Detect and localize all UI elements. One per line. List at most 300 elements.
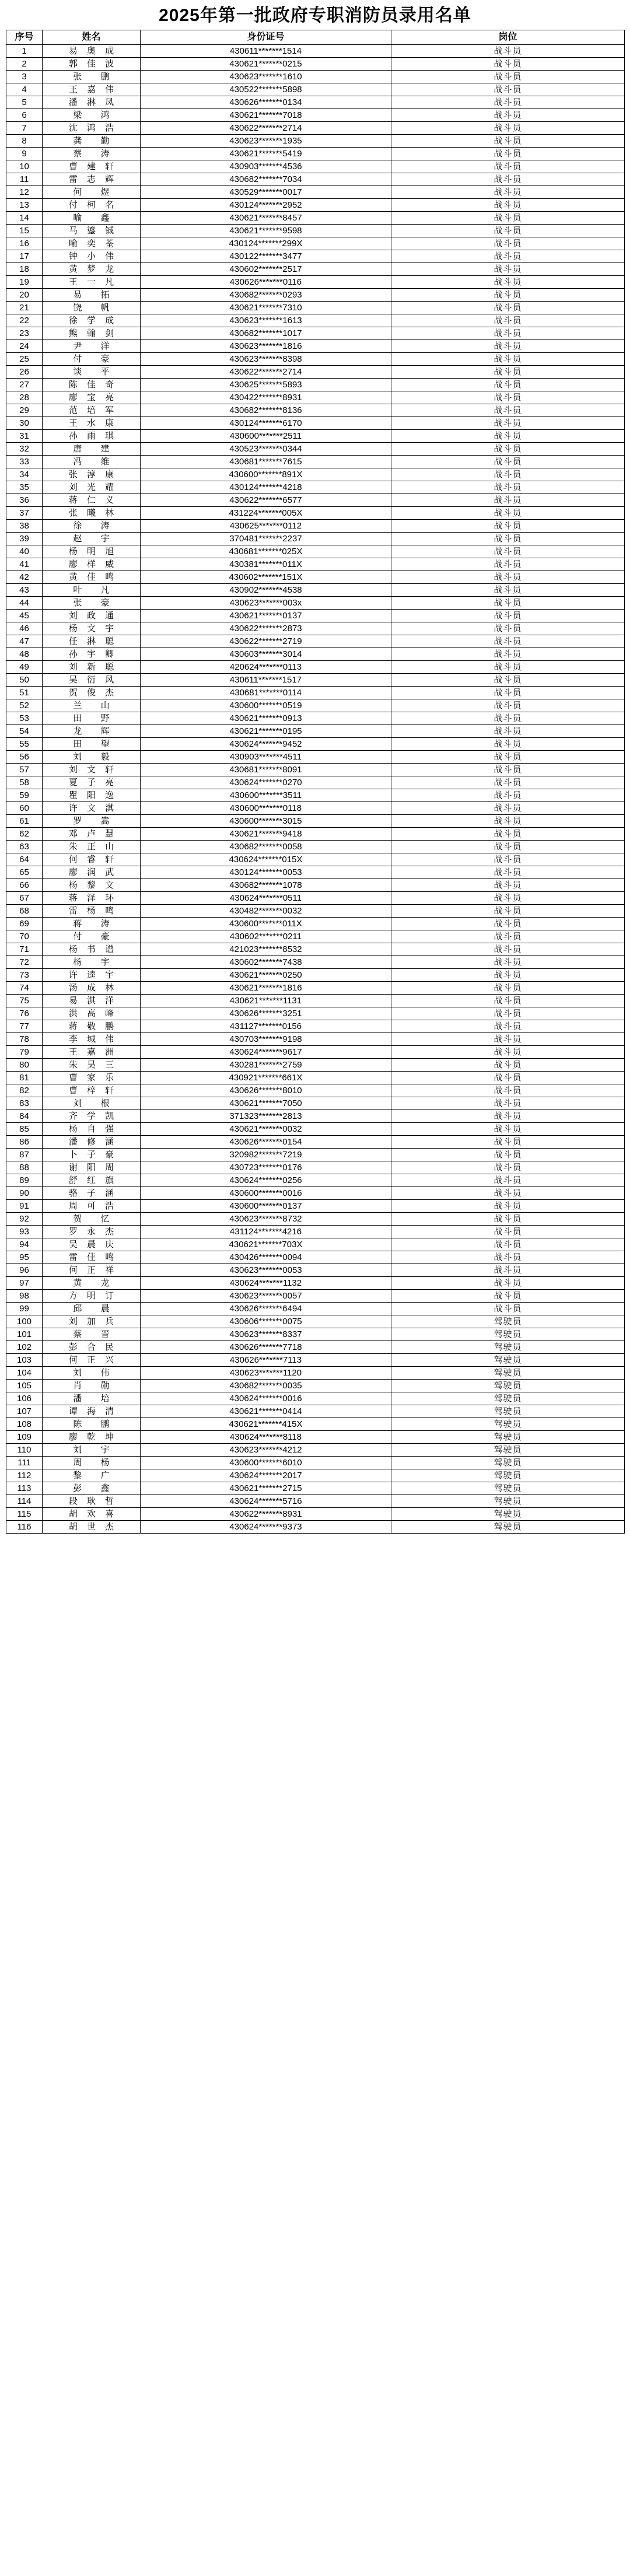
cell-name: 尹 洋: [43, 340, 141, 353]
cell-post: 战斗员: [391, 122, 625, 135]
table-row: [6, 314, 625, 327]
cell-id-number: 430622*******2719: [141, 635, 391, 648]
cell-post: 战斗员: [391, 1046, 625, 1059]
cell-seq: 16: [6, 237, 43, 250]
cell-seq: 5: [6, 96, 43, 109]
cell-post: 战斗员: [391, 1110, 625, 1123]
cell-id-number: 430600*******6010: [141, 1457, 391, 1469]
table-row: [6, 828, 625, 841]
cell-post: 战斗员: [391, 635, 625, 648]
cell-name: 刘 伟: [43, 1367, 141, 1380]
cell-seq: 56: [6, 751, 43, 764]
table-row: [6, 237, 625, 250]
cell-id-number: 430621*******1131: [141, 995, 391, 1007]
cell-post: 战斗员: [391, 391, 625, 404]
cell-post: 战斗员: [391, 558, 625, 571]
cell-post: 战斗员: [391, 610, 625, 622]
table-row: [6, 1264, 625, 1277]
cell-post: 战斗员: [391, 1303, 625, 1315]
cell-seq: 110: [6, 1444, 43, 1457]
cell-post: 战斗员: [391, 545, 625, 558]
cell-name: 雷 志 辉: [43, 173, 141, 186]
cell-id-number: 421023*******8532: [141, 943, 391, 956]
cell-id-number: 430626*******0116: [141, 276, 391, 289]
cell-id-number: 430624*******0256: [141, 1174, 391, 1187]
table-row: [6, 456, 625, 468]
cell-name: 黄 龙: [43, 1277, 141, 1290]
cell-post: 战斗员: [391, 841, 625, 853]
cell-name: 吴 衍 风: [43, 674, 141, 687]
cell-post: 驾驶员: [391, 1328, 625, 1341]
table-row: [6, 276, 625, 289]
cell-post: 战斗员: [391, 879, 625, 892]
cell-name: 谭 海 清: [43, 1405, 141, 1418]
cell-post: 驾驶员: [391, 1405, 625, 1418]
cell-name: 骆 子 涵: [43, 1187, 141, 1200]
cell-id-number: 430122*******3477: [141, 250, 391, 263]
table-row: [6, 1110, 625, 1123]
cell-post: 战斗员: [391, 302, 625, 314]
cell-id-number: 430681*******0114: [141, 687, 391, 699]
cell-seq: 45: [6, 610, 43, 622]
cell-post: 驾驶员: [391, 1367, 625, 1380]
table-row: [6, 841, 625, 853]
cell-name: 朱 正 山: [43, 841, 141, 853]
cell-name: 方 明 订: [43, 1290, 141, 1303]
table-row: [6, 71, 625, 83]
cell-id-number: 320982*******7219: [141, 1149, 391, 1161]
table-row: [6, 1392, 625, 1405]
cell-id-number: 430523*******0344: [141, 443, 391, 456]
cell-name: 杨 宇: [43, 956, 141, 969]
table-row: [6, 45, 625, 58]
table-row: [6, 83, 625, 96]
cell-id-number: 430621*******9418: [141, 828, 391, 841]
cell-id-number: 430621*******0195: [141, 725, 391, 738]
table-row: [6, 1367, 625, 1380]
cell-seq: 17: [6, 250, 43, 263]
cell-name: 刘 文 轩: [43, 764, 141, 776]
table-row: [6, 1033, 625, 1046]
table-row: [6, 1328, 625, 1341]
cell-post: 战斗员: [391, 263, 625, 276]
cell-post: 战斗员: [391, 1007, 625, 1020]
table-row: [6, 443, 625, 456]
cell-post: 战斗员: [391, 366, 625, 379]
cell-post: 战斗员: [391, 982, 625, 995]
table-row: [6, 892, 625, 905]
cell-seq: 68: [6, 905, 43, 918]
cell-name: 田 望: [43, 738, 141, 751]
cell-id-number: 430621*******0215: [141, 58, 391, 71]
cell-seq: 28: [6, 391, 43, 404]
cell-id-number: 430626*******8010: [141, 1084, 391, 1097]
cell-seq: 73: [6, 969, 43, 982]
table-row: [6, 148, 625, 160]
cell-name: 陈 鹏: [43, 1418, 141, 1431]
cell-post: 战斗员: [391, 687, 625, 699]
cell-name: 段 耿 哲: [43, 1495, 141, 1508]
cell-seq: 23: [6, 327, 43, 340]
cell-seq: 36: [6, 494, 43, 507]
cell-post: 战斗员: [391, 1161, 625, 1174]
table-row: [6, 1251, 625, 1264]
cell-id-number: 430600*******0519: [141, 699, 391, 712]
cell-seq: 9: [6, 148, 43, 160]
cell-id-number: 430624*******0270: [141, 776, 391, 789]
table-row: [6, 866, 625, 879]
cell-name: 杨 明 旭: [43, 545, 141, 558]
table-row: [6, 879, 625, 892]
cell-name: 邱 晨: [43, 1303, 141, 1315]
table-row: [6, 263, 625, 276]
table-row: [6, 327, 625, 340]
cell-post: 战斗员: [391, 1187, 625, 1200]
cell-name: 易 奥 成: [43, 45, 141, 58]
cell-seq: 63: [6, 841, 43, 853]
cell-name: 周 可 浩: [43, 1200, 141, 1213]
cell-post: 战斗员: [391, 866, 625, 879]
cell-seq: 53: [6, 712, 43, 725]
cell-post: 战斗员: [391, 1238, 625, 1251]
cell-id-number: 430623*******1120: [141, 1367, 391, 1380]
cell-name: 肖 勋: [43, 1380, 141, 1392]
cell-post: 驾驶员: [391, 1354, 625, 1367]
table-row: [6, 186, 625, 199]
cell-post: 战斗员: [391, 109, 625, 122]
table-row: [6, 1277, 625, 1290]
cell-post: 战斗员: [391, 327, 625, 340]
roster-table: [6, 30, 625, 1534]
cell-post: 战斗员: [391, 1136, 625, 1149]
cell-seq: 69: [6, 918, 43, 930]
cell-id-number: 430426*******0094: [141, 1251, 391, 1264]
cell-name: 黄 梦 龙: [43, 263, 141, 276]
cell-id-number: 430682*******8136: [141, 404, 391, 417]
cell-name: 贺 忆: [43, 1213, 141, 1226]
cell-id-number: 430623*******8732: [141, 1213, 391, 1226]
cell-seq: 26: [6, 366, 43, 379]
cell-id-number: 430624*******9452: [141, 738, 391, 751]
cell-id-number: 430681*******7615: [141, 456, 391, 468]
table-row: [6, 995, 625, 1007]
cell-name: 黄 佳 鸣: [43, 571, 141, 584]
cell-id-number: 430621*******7050: [141, 1097, 391, 1110]
cell-seq: 19: [6, 276, 43, 289]
cell-post: 战斗员: [391, 1226, 625, 1238]
cell-post: 战斗员: [391, 456, 625, 468]
cell-seq: 1: [6, 45, 43, 58]
cell-seq: 114: [6, 1495, 43, 1508]
cell-name: 胡 世 杰: [43, 1521, 141, 1534]
cell-seq: 39: [6, 533, 43, 545]
cell-post: 战斗员: [391, 1290, 625, 1303]
cell-name: 杨 自 强: [43, 1123, 141, 1136]
cell-seq: 57: [6, 764, 43, 776]
column-header-id: 身份证号: [141, 30, 391, 45]
table-row: [6, 764, 625, 776]
cell-post: 战斗员: [391, 199, 625, 212]
cell-name: 孙 宇 卿: [43, 648, 141, 661]
cell-name: 何 正 兴: [43, 1354, 141, 1367]
cell-id-number: 430626*******3251: [141, 1007, 391, 1020]
cell-post: 战斗员: [391, 135, 625, 148]
cell-name: 熊 翰 剑: [43, 327, 141, 340]
cell-post: 战斗员: [391, 956, 625, 969]
cell-name: 龚 勤: [43, 135, 141, 148]
cell-seq: 47: [6, 635, 43, 648]
cell-post: 战斗员: [391, 71, 625, 83]
cell-name: 何 正 祥: [43, 1264, 141, 1277]
cell-id-number: 430600*******3511: [141, 789, 391, 802]
table-row: [6, 302, 625, 314]
cell-id-number: 430624*******015X: [141, 853, 391, 866]
table-row: [6, 674, 625, 687]
cell-id-number: 430623*******8398: [141, 353, 391, 366]
cell-name: 洪 高 峰: [43, 1007, 141, 1020]
cell-seq: 84: [6, 1110, 43, 1123]
cell-post: 战斗员: [391, 225, 625, 237]
table-row: [6, 1380, 625, 1392]
table-row: [6, 1457, 625, 1469]
cell-post: 驾驶员: [391, 1444, 625, 1457]
cell-id-number: 430622*******2714: [141, 366, 391, 379]
cell-id-number: 430625*******5893: [141, 379, 391, 391]
cell-post: 战斗员: [391, 250, 625, 263]
cell-name: 汤 成 林: [43, 982, 141, 995]
cell-post: 战斗员: [391, 160, 625, 173]
cell-id-number: 430622*******8931: [141, 1508, 391, 1521]
cell-seq: 52: [6, 699, 43, 712]
cell-id-number: 430626*******0134: [141, 96, 391, 109]
cell-id-number: 430682*******0293: [141, 289, 391, 302]
cell-name: 王 一 凡: [43, 276, 141, 289]
cell-name: 雷 佳 鸣: [43, 1251, 141, 1264]
cell-post: 战斗员: [391, 1097, 625, 1110]
table-row: [6, 776, 625, 789]
cell-post: 战斗员: [391, 1059, 625, 1072]
cell-post: 驾驶员: [391, 1392, 625, 1405]
table-row: [6, 1174, 625, 1187]
table-row: [6, 199, 625, 212]
cell-id-number: 430626*******6494: [141, 1303, 391, 1315]
cell-seq: 54: [6, 725, 43, 738]
column-header-seq: 序号: [6, 30, 43, 45]
cell-name: 蒋 敬 鹏: [43, 1020, 141, 1033]
table-row: [6, 160, 625, 173]
cell-name: 付 豪: [43, 353, 141, 366]
cell-post: 战斗员: [391, 1123, 625, 1136]
cell-name: 蒋 泽 环: [43, 892, 141, 905]
cell-name: 廖 乾 坤: [43, 1431, 141, 1444]
page-title: 2025年第一批政府专职消防员录用名单: [159, 6, 471, 25]
cell-seq: 21: [6, 302, 43, 314]
cell-name: 张 豪: [43, 597, 141, 610]
cell-name: 蒋 仁 义: [43, 494, 141, 507]
table-row: [6, 58, 625, 71]
cell-seq: 8: [6, 135, 43, 148]
cell-id-number: 430681*******025X: [141, 545, 391, 558]
table-row: [6, 468, 625, 481]
cell-id-number: 430624*******9617: [141, 1046, 391, 1059]
table-header: [6, 30, 625, 45]
table-row: [6, 1418, 625, 1431]
cell-seq: 15: [6, 225, 43, 237]
table-row: [6, 802, 625, 815]
cell-seq: 13: [6, 199, 43, 212]
table-row: [6, 225, 625, 237]
cell-name: 潘 培: [43, 1392, 141, 1405]
cell-post: 战斗员: [391, 45, 625, 58]
cell-post: 战斗员: [391, 815, 625, 828]
table-row: [6, 1007, 625, 1020]
cell-id-number: 430624*******5716: [141, 1495, 391, 1508]
cell-name: 许 逵 宇: [43, 969, 141, 982]
cell-post: 战斗员: [391, 430, 625, 443]
cell-id-number: 430682*******1078: [141, 879, 391, 892]
cell-seq: 99: [6, 1303, 43, 1315]
cell-id-number: 430621*******8457: [141, 212, 391, 225]
cell-id-number: 430600*******011X: [141, 918, 391, 930]
table-row: [6, 725, 625, 738]
table-row: [6, 1444, 625, 1457]
cell-id-number: 431124*******4216: [141, 1226, 391, 1238]
cell-id-number: 430703*******9198: [141, 1033, 391, 1046]
cell-seq: 102: [6, 1341, 43, 1354]
cell-name: 瞿 阳 逸: [43, 789, 141, 802]
cell-post: 战斗员: [391, 533, 625, 545]
cell-post: 战斗员: [391, 828, 625, 841]
cell-name: 刘 毅: [43, 751, 141, 764]
cell-post: 战斗员: [391, 712, 625, 725]
cell-name: 胡 欢 喜: [43, 1508, 141, 1521]
cell-seq: 65: [6, 866, 43, 879]
cell-seq: 40: [6, 545, 43, 558]
cell-seq: 71: [6, 943, 43, 956]
cell-id-number: 430622*******6577: [141, 494, 391, 507]
cell-seq: 98: [6, 1290, 43, 1303]
cell-seq: 109: [6, 1431, 43, 1444]
cell-name: 刘 根: [43, 1097, 141, 1110]
cell-post: 战斗员: [391, 417, 625, 430]
table-row: [6, 135, 625, 148]
table-row: [6, 533, 625, 545]
cell-id-number: 430622*******2714: [141, 122, 391, 135]
cell-name: 廖 样 威: [43, 558, 141, 571]
cell-id-number: 430602*******2517: [141, 263, 391, 276]
cell-post: 战斗员: [391, 1277, 625, 1290]
cell-id-number: 430623*******0053: [141, 1264, 391, 1277]
cell-id-number: 430381*******011X: [141, 558, 391, 571]
cell-id-number: 430621*******703X: [141, 1238, 391, 1251]
cell-seq: 79: [6, 1046, 43, 1059]
table-row: [6, 1341, 625, 1354]
cell-name: 刘 光 耀: [43, 481, 141, 494]
cell-post: 驾驶员: [391, 1380, 625, 1392]
cell-id-number: 370481*******2237: [141, 533, 391, 545]
table-row: [6, 1469, 625, 1482]
table-row: [6, 1303, 625, 1315]
cell-id-number: 430682*******0035: [141, 1380, 391, 1392]
table-row: [6, 1200, 625, 1213]
cell-seq: 106: [6, 1392, 43, 1405]
cell-seq: 55: [6, 738, 43, 751]
table-row: [6, 905, 625, 918]
cell-name: 蔡 涛: [43, 148, 141, 160]
cell-seq: 43: [6, 584, 43, 597]
cell-name: 刘 宇: [43, 1444, 141, 1457]
table-row: [6, 1059, 625, 1072]
cell-seq: 61: [6, 815, 43, 828]
cell-post: 战斗员: [391, 1020, 625, 1033]
table-row: [6, 853, 625, 866]
cell-post: 战斗员: [391, 314, 625, 327]
table-row: [6, 1495, 625, 1508]
cell-id-number: 430622*******2873: [141, 622, 391, 635]
cell-seq: 76: [6, 1007, 43, 1020]
table-row: [6, 1354, 625, 1367]
cell-seq: 38: [6, 520, 43, 533]
table-row: [6, 687, 625, 699]
cell-post: 战斗员: [391, 1072, 625, 1084]
cell-seq: 60: [6, 802, 43, 815]
cell-name: 潘 修 涵: [43, 1136, 141, 1149]
cell-post: 战斗员: [391, 404, 625, 417]
table-row: [6, 391, 625, 404]
cell-post: 战斗员: [391, 648, 625, 661]
table-row: [6, 969, 625, 982]
cell-post: 战斗员: [391, 96, 625, 109]
cell-post: 驾驶员: [391, 1495, 625, 1508]
cell-seq: 6: [6, 109, 43, 122]
cell-id-number: 430682*******0058: [141, 841, 391, 853]
cell-id-number: 430600*******0118: [141, 802, 391, 815]
cell-seq: 11: [6, 173, 43, 186]
cell-post: 战斗员: [391, 481, 625, 494]
cell-post: 战斗员: [391, 237, 625, 250]
cell-post: 战斗员: [391, 353, 625, 366]
cell-id-number: 430621*******5419: [141, 148, 391, 160]
cell-id-number: 430529*******0017: [141, 186, 391, 199]
cell-id-number: 430606*******0075: [141, 1315, 391, 1328]
cell-post: 战斗员: [391, 905, 625, 918]
cell-id-number: 430623*******1816: [141, 340, 391, 353]
cell-name: 刘 新 聪: [43, 661, 141, 674]
cell-post: 战斗员: [391, 1213, 625, 1226]
cell-id-number: 430422*******8931: [141, 391, 391, 404]
cell-id-number: 430482*******0032: [141, 905, 391, 918]
cell-seq: 91: [6, 1200, 43, 1213]
cell-id-number: 430624*******0016: [141, 1392, 391, 1405]
cell-name: 徐 学 成: [43, 314, 141, 327]
table-row: [6, 1149, 625, 1161]
cell-id-number: 430600*******0016: [141, 1187, 391, 1200]
cell-post: 驾驶员: [391, 1508, 625, 1521]
cell-seq: 20: [6, 289, 43, 302]
cell-post: 战斗员: [391, 751, 625, 764]
cell-name: 杨 黎 文: [43, 879, 141, 892]
cell-name: 吴 晨 庆: [43, 1238, 141, 1251]
table-row: [6, 622, 625, 635]
cell-post: 战斗员: [391, 494, 625, 507]
table-row: [6, 597, 625, 610]
cell-post: 驾驶员: [391, 1482, 625, 1495]
cell-seq: 18: [6, 263, 43, 276]
cell-seq: 104: [6, 1367, 43, 1380]
cell-post: 驾驶员: [391, 1315, 625, 1328]
cell-id-number: 430621*******0137: [141, 610, 391, 622]
table-row: [6, 1020, 625, 1033]
